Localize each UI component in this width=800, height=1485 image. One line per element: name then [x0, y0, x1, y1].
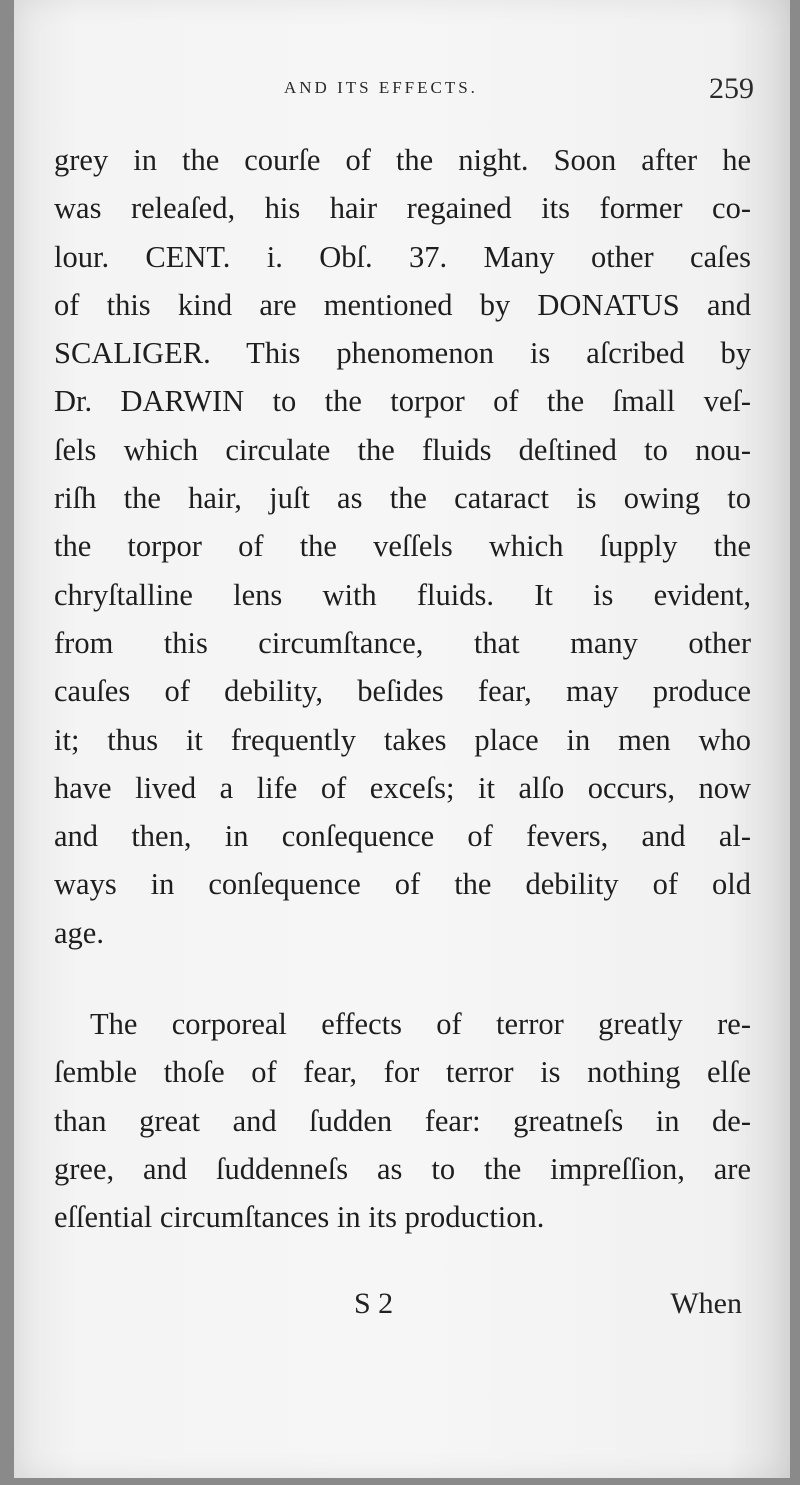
- text-line: riſh the hair, juſt as the cataract is owing to: [54, 481, 751, 516]
- text-line: grey in the courſe of the night. Soon after he: [54, 143, 751, 177]
- text-line: of this kind are mentioned by DONATUS and: [54, 287, 751, 322]
- text-line: eſſential circumſtances in its production.: [54, 1200, 545, 1235]
- text-line: cauſes of debility, beſides fear, may produce: [54, 674, 751, 709]
- text-line: ſels which circulate the fluids deſtined to nou-: [54, 432, 751, 467]
- text-line: than great and ſudden fear: greatneſs in de-: [54, 1103, 751, 1138]
- text-line: ſemble thoſe of fear, for terror is nothing elſe: [54, 1055, 751, 1090]
- running-head: AND ITS EFFECTS.: [284, 78, 478, 97]
- text-line: lour. CENT. i. Obſ. 37. Many other caſes: [54, 239, 751, 274]
- text-line: chryſtalline lens with fluids. It is evident,: [54, 577, 751, 612]
- book-page: [14, 0, 790, 1478]
- text-line: gree, and ſuddenneſs as to the impreſſion, are: [54, 1151, 751, 1186]
- paragraph-1: [54, 136, 751, 957]
- text-line: it; thus it frequently takes place in men who: [54, 722, 751, 757]
- text-line: the torpor of the veſſels which ſupply the: [54, 529, 751, 564]
- text-line: have lived a life of exceſs; it alſo occurs, now: [54, 770, 751, 805]
- page-number: 259: [709, 72, 754, 105]
- catchword: When: [670, 1287, 742, 1320]
- text-line: Dr. DARWIN to the torpor of the ſmall veſ-: [54, 384, 751, 419]
- paragraph-2: [54, 1000, 751, 1241]
- text-line: ways in conſequence of the debility of old: [54, 867, 751, 902]
- text-line: from this circumſtance, that many other: [54, 625, 751, 660]
- text-line: The corporeal effects of terror greatly re-: [90, 1007, 751, 1041]
- text-line: and then, in conſequence of fevers, and al-: [54, 819, 751, 854]
- text-line: SCALIGER. This phenomenon is aſcribed by: [54, 336, 751, 371]
- signature-mark: S 2: [354, 1287, 394, 1320]
- text-line: age.: [54, 915, 104, 950]
- text-line: was releaſed, his hair regained its former co-: [54, 191, 751, 226]
